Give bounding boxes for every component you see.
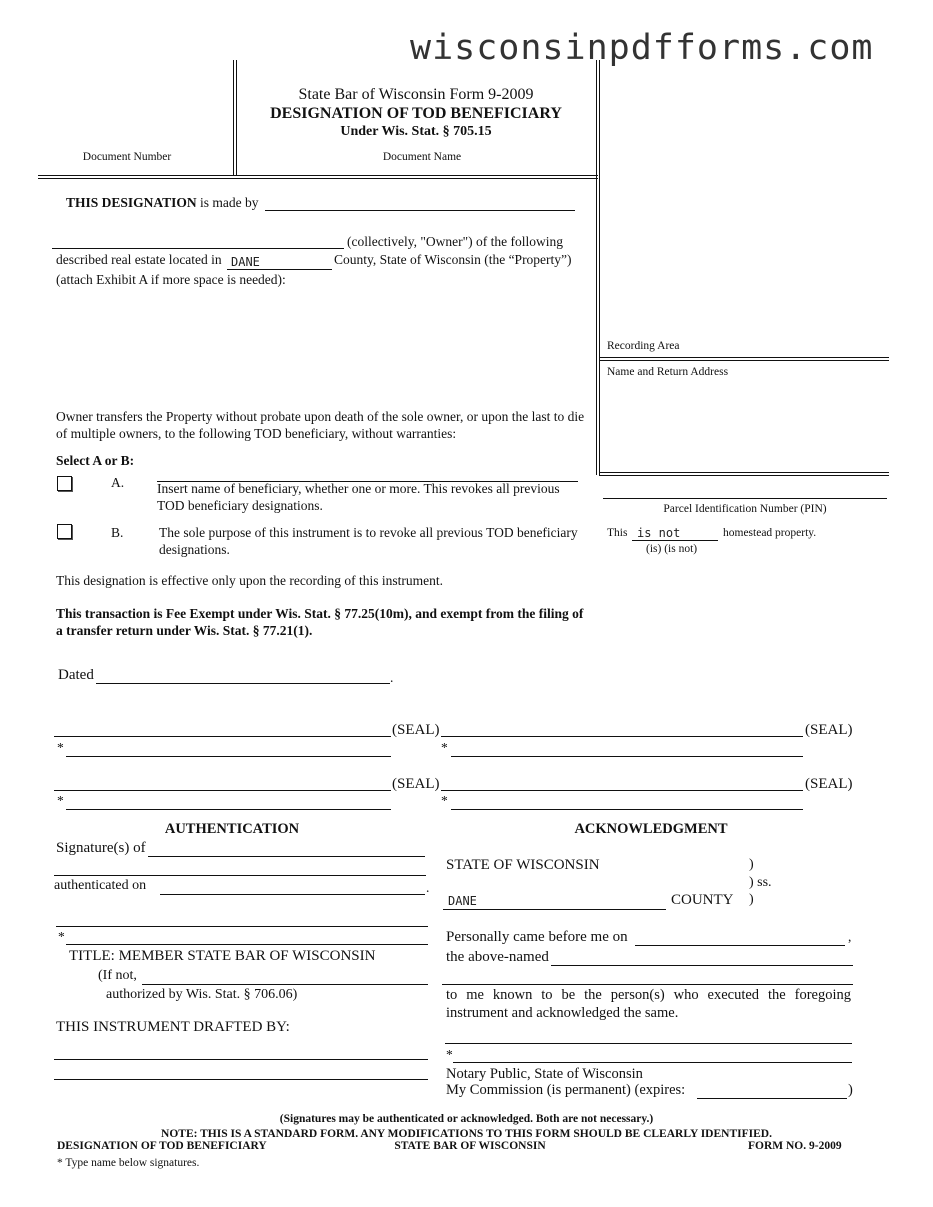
option-a-text: Insert name of beneficiary, whether one or more. This revokes all previous TOD beneficiary designations. — [157, 481, 560, 513]
owner-text: (collectively, "Owner") of the following — [347, 234, 563, 249]
typed-name-line-3[interactable] — [66, 809, 391, 810]
type-name-note: * Type name below signatures. — [57, 1157, 200, 1169]
venue-paren-1: ) — [749, 857, 754, 872]
signature-line-3[interactable] — [54, 790, 391, 791]
notary-signature-line[interactable] — [445, 1043, 852, 1044]
county-value[interactable]: DANE — [231, 255, 260, 269]
seal-1: (SEAL) — [392, 722, 440, 738]
exhibit-note: (attach Exhibit A if more space is needed): — [56, 272, 286, 287]
homestead-suffix: homestead property. — [723, 527, 817, 539]
homestead-value[interactable]: is not — [637, 526, 681, 540]
typed-name-line-1[interactable] — [66, 756, 391, 757]
standard-form-note: NOTE: THIS IS A STANDARD FORM. ANY MODIFICATIONS TO THIS FORM SHOULD BE CLEARLY IDENTIFIED. — [161, 1128, 772, 1140]
ack-county-value[interactable]: DANE — [448, 894, 477, 908]
asterisk-3: * — [57, 793, 64, 808]
recording-rule-2 — [599, 360, 889, 361]
dated-label: Dated — [58, 667, 94, 683]
header-divider-left — [233, 60, 234, 176]
transfer-paragraph: Owner transfers the Property without probate upon death of the sole owner, or upon the last to die of multiple owners, to the following TOD beneficiary, without warranties: — [56, 409, 585, 441]
signature-line-4[interactable] — [441, 790, 803, 791]
designation-bold: THIS DESIGNATION — [66, 195, 197, 210]
commission-expires-line[interactable] — [697, 1098, 847, 1099]
auth-asterisk: * — [58, 929, 65, 944]
header-bottom-rule — [38, 175, 598, 176]
commission-label: My Commission (is permanent) (expires: — [446, 1082, 686, 1098]
designation-rest: is made by — [200, 195, 259, 210]
asterisk-2: * — [441, 740, 448, 755]
option-b-checkbox[interactable] — [57, 524, 72, 539]
state-of-wisconsin: STATE OF WISCONSIN — [446, 857, 600, 873]
acknowledgment-heading: ACKNOWLEDGMENT — [574, 821, 728, 837]
personally-came-line[interactable] — [635, 945, 845, 946]
above-named-line-2[interactable] — [442, 984, 853, 985]
option-b-text: The sole purpose of this instrument is to revoke all previous TOD beneficiary designations. — [159, 525, 578, 557]
authenticated-period: . — [426, 880, 430, 895]
dated-line[interactable] — [96, 683, 390, 684]
drafted-by-line-1[interactable] — [54, 1059, 428, 1060]
seal-2: (SEAL) — [805, 722, 853, 738]
pin-line[interactable] — [603, 498, 887, 499]
commission-paren: ) — [848, 1082, 853, 1098]
signatures-of-line-2[interactable] — [54, 875, 426, 876]
signatures-of-line[interactable] — [148, 856, 425, 857]
authentication-heading: AUTHENTICATION — [164, 821, 300, 837]
form-line: State Bar of Wisconsin Form 9-2009 — [298, 86, 534, 103]
recording-area-label: Recording Area — [607, 340, 680, 352]
venue-paren-3: ) — [749, 892, 754, 907]
designation-line — [66, 195, 259, 211]
document-name-label: Document Name — [382, 151, 462, 163]
signatures-of-label: Signature(s) of — [56, 840, 146, 856]
homestead-prefix: This — [607, 527, 628, 539]
homestead-line — [632, 540, 718, 541]
return-address-label: Name and Return Address — [607, 366, 729, 378]
authenticator-signature-line[interactable] — [56, 926, 428, 927]
option-b-letter: B. — [111, 525, 124, 540]
seal-3: (SEAL) — [392, 776, 440, 792]
located-prefix: described real estate located in — [56, 252, 222, 267]
signature-line-2[interactable] — [441, 736, 803, 737]
authorized-label: authorized by Wis. Stat. § 706.06) — [106, 987, 298, 1002]
notary-name-line[interactable] — [453, 1062, 852, 1063]
dated-period: . — [390, 670, 394, 685]
watermark: wisconsinpdfforms.com — [410, 28, 874, 68]
personally-came-label: Personally came before me on — [446, 929, 628, 945]
signatures-note: (Signatures may be authenticated or acknowledged. Both are not necessary.) — [279, 1113, 654, 1125]
drafted-by-line-2[interactable] — [54, 1079, 428, 1080]
personally-came-comma: , — [848, 929, 852, 944]
recording-divider-2 — [599, 60, 600, 475]
made-by-line[interactable] — [265, 210, 575, 211]
pin-label: Parcel Identification Number (PIN) — [663, 503, 827, 515]
recording-divider — [596, 60, 597, 475]
authenticator-name-line[interactable] — [66, 944, 428, 945]
signature-line-1[interactable] — [54, 736, 391, 737]
footer-right: FORM NO. 9-2009 — [748, 1140, 842, 1152]
above-named-label: the above-named — [446, 949, 549, 965]
county-line — [227, 269, 332, 270]
owner-name-line[interactable] — [52, 248, 344, 249]
seal-4: (SEAL) — [805, 776, 853, 792]
form-statute: Under Wis. Stat. § 705.15 — [340, 124, 492, 139]
known-text: to me known to be the person(s) who executed the foregoing instrument and acknowledged the same. — [446, 987, 851, 1022]
notary-asterisk: * — [446, 1047, 453, 1062]
ack-county-label: COUNTY — [671, 892, 734, 908]
footer-center: STATE BAR OF WISCONSIN — [394, 1140, 546, 1152]
authenticated-on-line[interactable] — [160, 894, 425, 895]
located-suffix: County, State of Wisconsin (the “Property”) — [334, 252, 572, 267]
title-member-line: TITLE: MEMBER STATE BAR OF WISCONSIN — [69, 948, 376, 964]
authenticated-on-label: authenticated on — [54, 878, 147, 893]
venue-ss: ) ss. — [749, 875, 772, 890]
option-a-letter: A. — [111, 475, 125, 490]
if-not-label: (If not, — [98, 968, 137, 983]
asterisk-4: * — [441, 793, 448, 808]
option-a-checkbox[interactable] — [57, 476, 72, 491]
effective-text: This designation is effective only upon the recording of this instrument. — [56, 573, 444, 588]
drafted-by-label: THIS INSTRUMENT DRAFTED BY: — [56, 1019, 290, 1035]
if-not-line[interactable] — [142, 984, 428, 985]
ack-county-line — [443, 909, 666, 910]
return-rule-2 — [599, 475, 889, 476]
recording-rule-1 — [599, 357, 889, 358]
footer-left: DESIGNATION OF TOD BENEFICIARY — [57, 1140, 267, 1152]
above-named-line[interactable] — [551, 965, 853, 966]
typed-name-line-2[interactable] — [451, 756, 803, 757]
return-rule-1 — [599, 472, 889, 473]
typed-name-line-4[interactable] — [451, 809, 803, 810]
notary-label: Notary Public, State of Wisconsin — [446, 1066, 643, 1082]
asterisk-1: * — [57, 740, 64, 755]
select-label: Select A or B: — [56, 453, 135, 468]
document-number-label: Document Number — [82, 151, 172, 163]
form-title: DESIGNATION OF TOD BENEFICIARY — [270, 105, 562, 122]
homestead-options: (is) (is not) — [646, 543, 698, 555]
fee-exempt-text: This transaction is Fee Exempt under Wis. Stat. § 77.25(10m), and exempt from the filing of a transfer return under Wis. Stat. § 77.21(1). — [56, 606, 584, 638]
header-bottom-rule-2 — [38, 178, 598, 179]
